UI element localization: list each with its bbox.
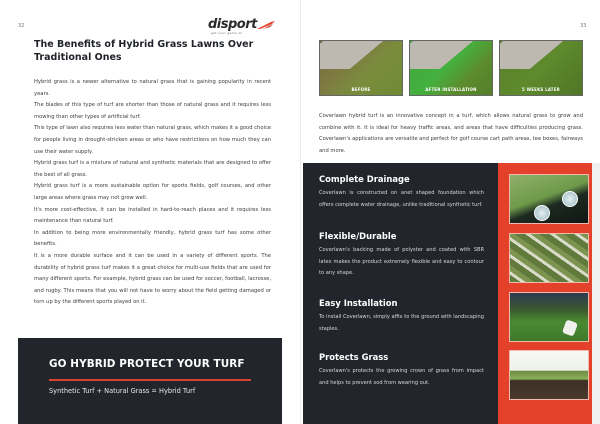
paragraph: It's more cost-effective, it can be installed in hard-to-reach places and it requires less maintenance than natural turf.: [34, 206, 271, 225]
turf-before-photo: [319, 40, 403, 96]
drainage-diagram-image: [509, 174, 589, 224]
logo-swoosh-icon: [257, 20, 276, 30]
cta-title: GO HYBRID PROTECT YOUR TURF: [49, 358, 245, 370]
feature-easy-installation: [319, 298, 484, 335]
page-title: The Benefits of Hybrid Grass Lawns Over Traditional Ones: [34, 39, 254, 63]
feature-title: Protects Grass: [319, 352, 389, 362]
photo-label: BEFORE: [351, 87, 371, 92]
page-edge-strip: [592, 163, 600, 424]
paragraph: This type of lawn also requires less water than natural grass, which makes it a good choice for people living in drought-stricken areas or who have restrictions on how much they can use their water supply.: [34, 125, 271, 155]
logo-tagline: get your game on: [211, 31, 243, 35]
feature-text: To install Coverlawn, simply affix to the ground with landscaping staples.: [319, 314, 484, 332]
glove-icon: [562, 319, 578, 336]
logo-wordmark: disport: [208, 17, 257, 32]
page-number: 32: [18, 23, 25, 29]
photo-label: AFTER INSTALLATION: [425, 87, 477, 92]
paragraph: It is a more durable surface and it can be used in a variety of different sports. The durability of hybrid grass turf makes it a great choice for multi-use fields that are used for many different sports. For example, hybrid grass can be used for soccer, football, lacrosse, and rugby. This means that you will not have to worry about the field getting damaged or torn up by the different sports played on it.: [34, 252, 271, 306]
feature-protects-grass: [319, 352, 484, 389]
right-page: [300, 0, 600, 424]
feature-title: Complete Drainage: [319, 174, 410, 184]
feature-flexible-durable: [319, 231, 484, 280]
installation-photo-image: [509, 292, 589, 342]
before-after-photos: [319, 40, 583, 96]
feature-title: Easy Installation: [319, 298, 398, 308]
feature-text: Coverlawn's protects the growing crown of grass from impact and helps to prevent sod from wearing out.: [319, 368, 484, 386]
paragraph: Hybrid grass turf is a mixture of natural and synthetic materials that are designed to offer the best of all grass.: [34, 160, 271, 178]
cta-divider: [49, 379, 251, 381]
paragraph: The blades of this type of turf are shorter than those of natural grass and it requires less mowing than other types of artificial turf.: [34, 102, 271, 120]
paragraph: Hybrid grass is a newer alternative to natural grass that is gaining popularity in recent years.: [34, 79, 271, 97]
turf-after-installation-photo: [409, 40, 493, 96]
feature-title: Flexible/Durable: [319, 231, 397, 241]
drainage-detail-icon: [534, 205, 550, 221]
cta-banner: [18, 338, 282, 424]
photo-label: 5 WEEKS LATER: [522, 87, 560, 92]
drainage-detail-icon: [562, 191, 578, 207]
grass-roots-crosssection-image: [509, 350, 589, 400]
turf-backing-closeup-image: [509, 233, 589, 283]
cta-subtitle: Synthetic Turf + Natural Grass = Hybrid Turf: [49, 387, 196, 395]
body-text: [34, 77, 271, 309]
page-number: 33: [580, 23, 587, 29]
disport-logo: [208, 17, 278, 39]
paragraph: In addition to being more environmentally friendly, hybrid grass turf has some other benefits.: [34, 229, 271, 248]
feature-text: Coverlawn is constructed on anet shaped foundation which offers complete water drainage, unlike traditional synthetic turf.: [319, 190, 484, 208]
feature-complete-drainage: [319, 174, 484, 211]
feature-text: Coverlawn's backing made of polyster and coated with SBR latex makes the product extremely flexible and easy to contour to any shape.: [319, 247, 484, 277]
intro-paragraph: Coverlawn hybrid turf is an innovative concept in a turf, which allows natural grass to grow and combine with it. It is ideal for heavy traffic areas, and areas that have difficulties producing grass. Coverlawn's applications are versatile and perfect for golf course cart path areas, tee boxes, fairways and more.: [319, 113, 583, 154]
turf-5-weeks-later-photo: [499, 40, 583, 96]
paragraph: Hybrid grass turf is a more sustainable option for sports fields, golf courses, and other large areas where grass may not grow well.: [34, 183, 271, 201]
